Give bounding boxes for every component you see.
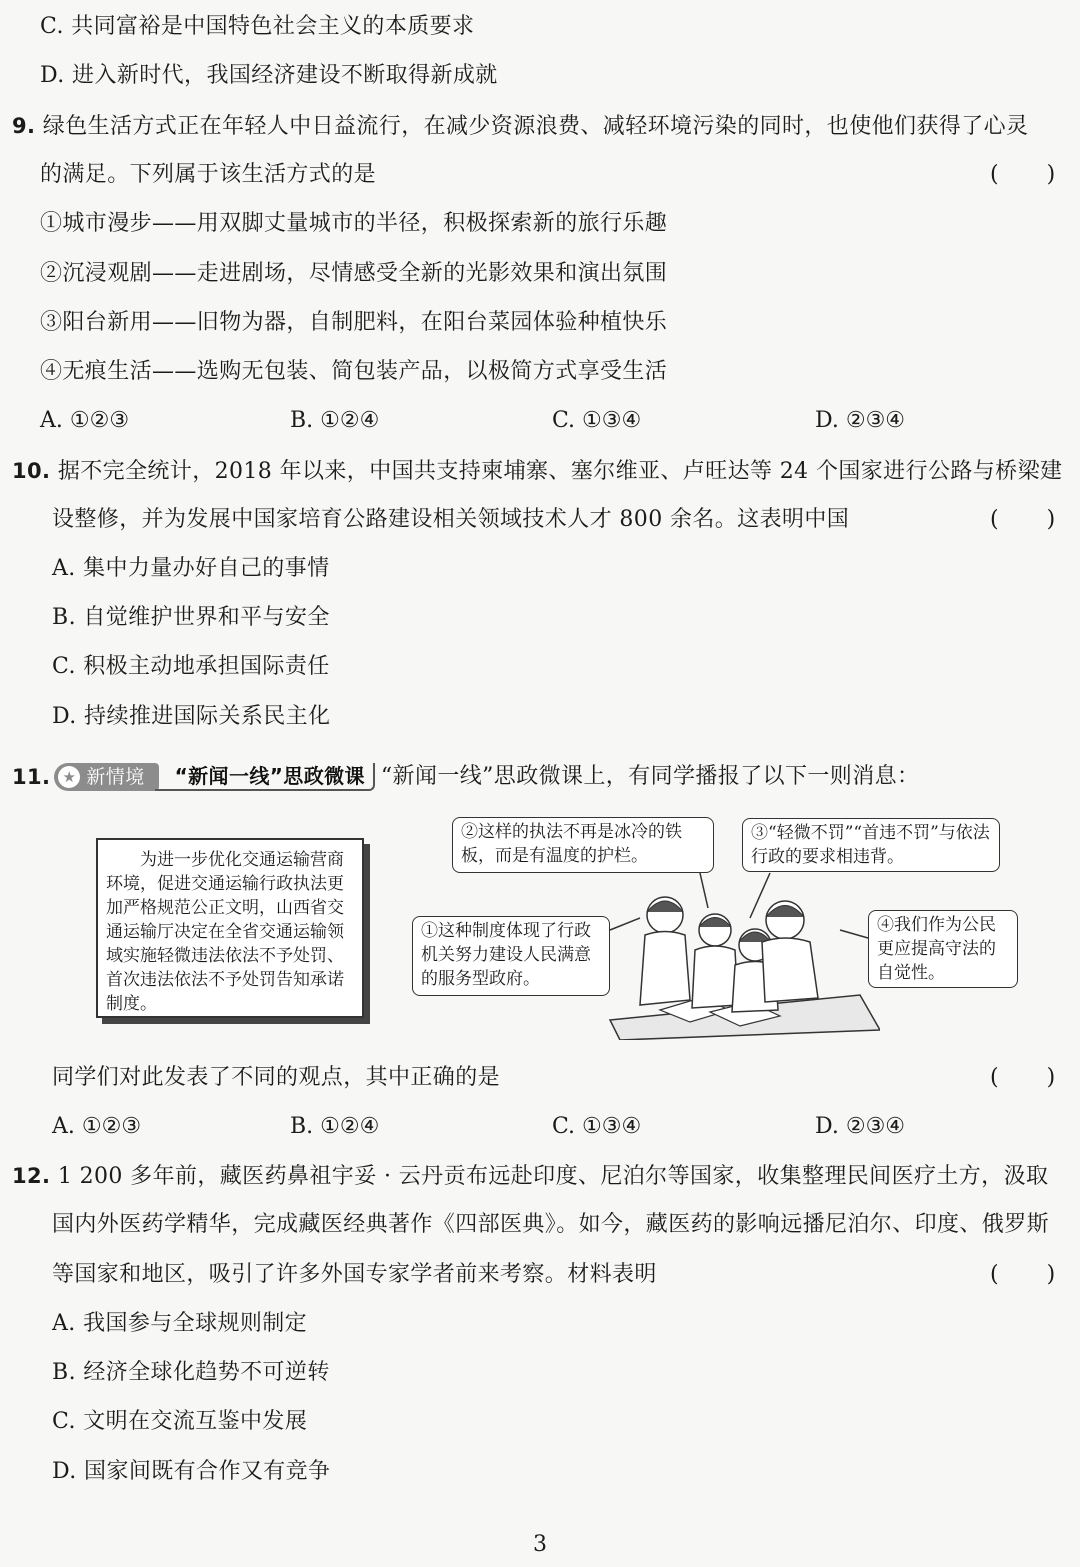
bubble-1: ①这种制度体现了行政机关努力建设人民满意的服务型政府。	[412, 916, 610, 996]
q12-line1	[12, 1161, 1048, 1192]
q9-item-4: ④无痕生活——选购无包装、简包装产品，以极简方式享受生活	[40, 359, 668, 384]
q9-choice-d: D. ②③④	[815, 408, 906, 433]
q12-stem-1: 1 200 多年前，藏医药鼻祖宇妥 · 云丹贡布远赴印度、尼泊尔等国家，收集整理民间医疗土方，汲取	[57, 1164, 1049, 1189]
new-scenario-tag	[54, 763, 375, 791]
q10-choice-c: C. 积极主动地承担国际责任	[52, 654, 330, 679]
page-number: 3	[533, 1532, 547, 1557]
q11-choice-d: D. ②③④	[815, 1114, 906, 1139]
tag-title: “新闻一线”思政微课	[155, 763, 375, 791]
q12-stem-3: 等国家和地区，吸引了许多外国专家学者前来考察。材料表明	[52, 1262, 657, 1287]
q9-choice-a: A. ①②③	[40, 408, 130, 433]
q12-choice-c: C. 文明在交流互鉴中发展	[52, 1409, 308, 1434]
q10-stem-1: 据不完全统计，2018 年以来，中国共支持柬埔寨、塞尔维亚、卢旺达等 24 个国家进行公路与桥梁建	[57, 459, 1063, 484]
q10-stem-2: 设整修，并为发展中国家培育公路建设相关领域技术人才 800 余名。这表明中国	[52, 507, 850, 532]
q10-choice-a: A. 集中力量办好自己的事情	[52, 556, 330, 581]
q12-number: 12.	[12, 1164, 51, 1188]
q12-choice-b: B. 经济全球化趋势不可逆转	[52, 1360, 330, 1385]
q9-item-1: ①城市漫步——用双脚丈量城市的半径，积极探索新的旅行乐趣	[40, 211, 668, 236]
tag-pill	[54, 763, 158, 791]
q11-number: 11.	[12, 765, 51, 789]
q11-line1	[12, 762, 919, 792]
q12-stem-2: 国内外医药学精华，完成藏医经典著作《四部医典》。如今，藏医药的影响远播尼泊尔、印度、俄罗斯	[52, 1212, 1050, 1237]
q9-line1	[12, 111, 1028, 142]
q10-answer-paren: ( )	[990, 507, 1056, 532]
q9-choice-c: C. ①③④	[552, 408, 642, 433]
bubble-2: ②这样的执法不再是冰冷的铁板，而是有温度的护栏。	[452, 817, 714, 873]
q12-choice-a: A. 我国参与全球规则制定	[52, 1311, 308, 1336]
q11-choice-b: B. ①②④	[290, 1114, 380, 1139]
news-notice-box	[96, 838, 364, 1018]
q11-answer-paren: ( )	[990, 1065, 1056, 1090]
news-notice-text: 为进一步优化交通运输营商环境，促进交通运输行政执法更加严格规范公正文明，山西省交通运输厅决定在全省交通运输领域实施轻微违法依法不予处罚、首次违法依法不予处罚告知承诺制度。	[106, 850, 344, 1014]
students-illustration	[590, 870, 880, 1040]
option-c-prev: C. 共同富裕是中国特色社会主义的本质要求	[40, 14, 475, 39]
q10-line1	[12, 456, 1062, 487]
q9-item-2: ②沉浸观剧——走进剧场，尽情感受全新的光影效果和演出氛围	[40, 261, 668, 286]
q9-item-3: ③阳台新用——旧物为器，自制肥料，在阳台菜园体验种植快乐	[40, 310, 668, 335]
q12-choice-d: D. 国家间既有合作又有竞争	[52, 1459, 331, 1484]
q12-answer-paren: ( )	[990, 1262, 1056, 1287]
star-icon: ★	[58, 766, 80, 788]
q10-choice-b: B. 自觉维护世界和平与安全	[52, 605, 330, 630]
q10-number: 10.	[12, 459, 51, 483]
bubble-3: ③“轻微不罚”“首违不罚”与依法行政的要求相违背。	[742, 818, 1000, 872]
option-d-prev: D. 进入新时代，我国经济建设不断取得新成就	[40, 63, 498, 88]
q9-stem-2: 的满足。下列属于该生活方式的是	[40, 162, 377, 187]
q9-choice-b: B. ①②④	[290, 408, 380, 433]
q11-choice-c: C. ①③④	[552, 1114, 642, 1139]
q11-choice-a: A. ①②③	[52, 1114, 142, 1139]
q11-question: 同学们对此发表了不同的观点，其中正确的是	[52, 1065, 501, 1090]
q9-stem-1: 绿色生活方式正在年轻人中日益流行，在减少资源浪费、减轻环境污染的同时，也使他们获得了心灵	[42, 114, 1029, 139]
q9-number: 9.	[12, 114, 36, 138]
q10-choice-d: D. 持续推进国际关系民主化	[52, 704, 331, 729]
q11-intro: “新闻一线”思政微课上，有同学播报了以下一则消息：	[380, 764, 920, 789]
q9-answer-paren: ( )	[990, 162, 1056, 187]
bubble-4: ④我们作为公民更应提高守法的自觉性。	[868, 910, 1018, 988]
tag-label: 新情境	[86, 766, 145, 788]
